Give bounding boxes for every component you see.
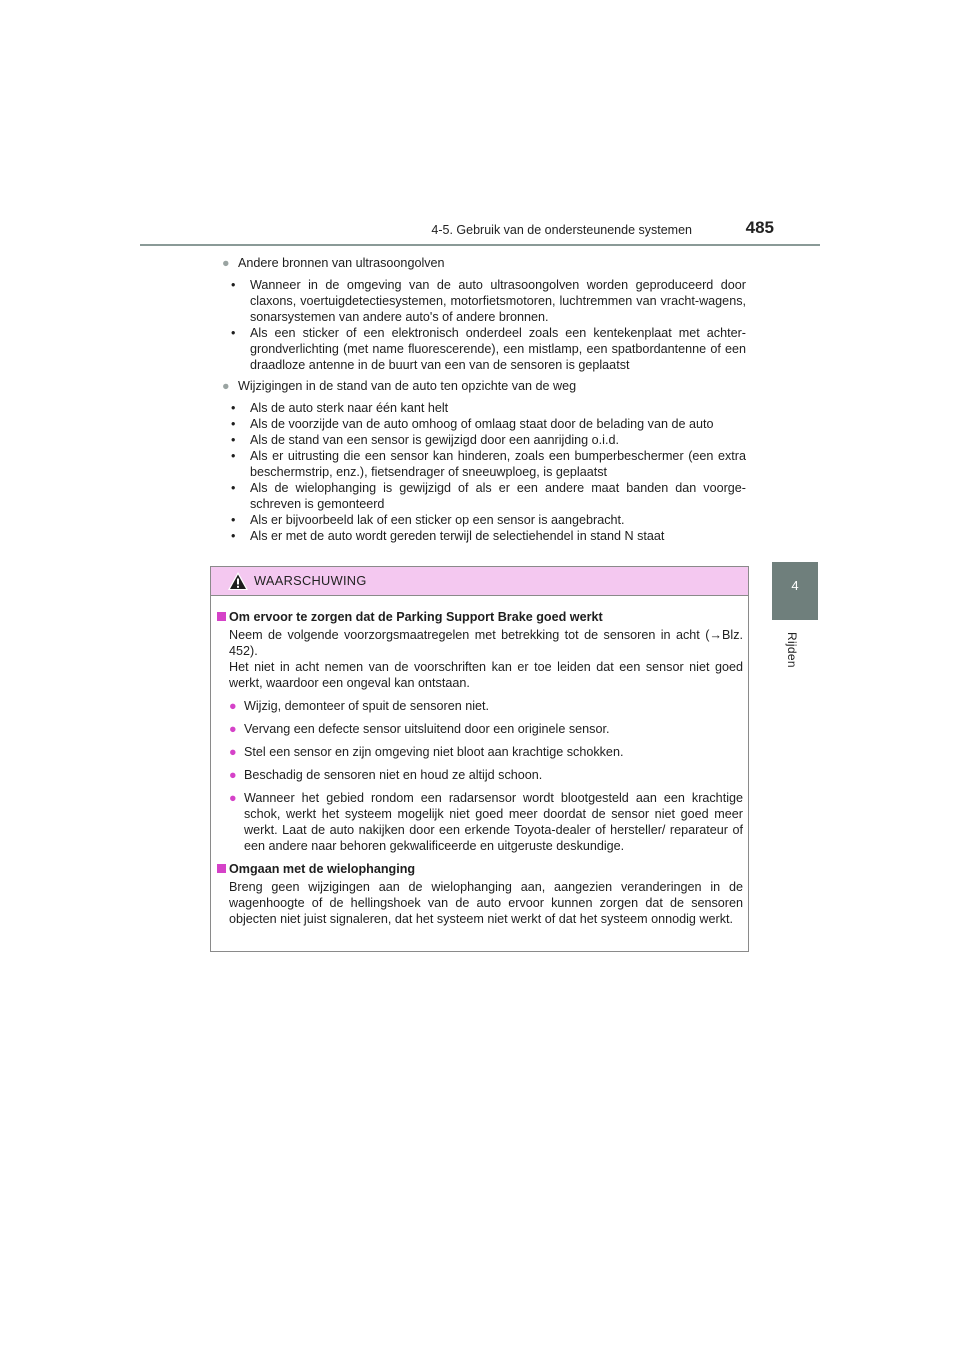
section-list <box>222 400 746 544</box>
list-item <box>222 432 746 448</box>
warning-bullet <box>217 744 743 760</box>
header-divider <box>140 244 820 246</box>
square-bullet-icon <box>217 864 226 873</box>
bullet-dot-icon: • <box>231 513 236 527</box>
list-item-text: Als een sticker of een elektronisch onderdeel zoals een kentekenplaat met achter-grondverlichting (met name fluorescerende), een mistlamp, een spatbordantenne of een draadloze antenne in de buurt van een van de sensoren is geplaatst <box>250 326 746 372</box>
warning-triangle-icon <box>227 571 249 591</box>
list-item <box>222 277 746 325</box>
main-content <box>222 255 746 549</box>
warning-bullet-text: Vervang een defecte sensor uitsluitend door een originele sensor. <box>244 722 610 736</box>
list-item-text: Als er uitrusting die een sensor kan hinderen, zoals een bumperbeschermer (een extra beschermstrip, enz.), fietsendrager of sneeuwploeg, is geplaatst <box>250 449 746 479</box>
list-item-text: Als de wielophanging is gewijzigd of als er een andere maat banden dan voorge-schreven is gemonteerd <box>250 481 746 511</box>
bullet-dot-icon: • <box>231 326 236 340</box>
list-item <box>222 400 746 416</box>
section-heading-text: Wijzigingen in de stand van de auto ten opzichte van de weg <box>238 379 577 393</box>
warning-bullet <box>217 767 743 783</box>
warning-bullet <box>217 698 743 714</box>
list-item <box>222 448 746 480</box>
bullet-circle-icon: ● <box>229 722 237 736</box>
bullet-circle-icon: ● <box>229 699 237 713</box>
list-item <box>222 480 746 512</box>
list-item-text: Wanneer in de omgeving van de auto ultrasoongolven worden geproduceerd door claxons, voertuigdetectiesystemen, motorfietsmotoren, luchtremmen van vracht-wagens, sonarsystemen van andere auto's of andere bronnen. <box>250 278 746 324</box>
bullet-dot-icon: • <box>231 529 236 543</box>
bullet-dot-icon: • <box>231 481 236 495</box>
section-heading-text: Andere bronnen van ultrasoongolven <box>238 256 445 270</box>
list-item-text: Als de voorzijde van de auto omhoog of omlaag staat door de belading van de auto <box>250 417 714 431</box>
warning-body <box>217 609 743 934</box>
page-number: 485 <box>745 218 774 237</box>
section-heading <box>222 255 746 271</box>
warning-bullet <box>217 721 743 737</box>
chapter-number: 4 <box>791 578 799 593</box>
warning-subheading <box>217 861 743 877</box>
warning-bullet-text: Wanneer het gebied rondom een radarsensor wordt blootgesteld aan een krachtige schok, werkt het systeem mogelijk niet goed meer doordat de sensor niet goed meer werkt. Laat de auto nakijken door een erkende Toyota-dealer of hersteller/ reparateur of een andere naar behoren gekwalificeerde en uitgeruste deskundige. <box>244 791 743 853</box>
warning-subheading <box>217 609 743 625</box>
section-title: 4-5. Gebruik van de ondersteunende systemen <box>431 223 692 237</box>
bullet-dot-icon: • <box>231 278 236 292</box>
list-item <box>222 528 746 544</box>
list-item-text: Als de stand van een sensor is gewijzigd door een aanrijding o.i.d. <box>250 433 619 447</box>
warning-title: WAARSCHUWING <box>254 573 367 588</box>
chapter-label: Rijden <box>785 632 799 668</box>
warning-bullet <box>217 790 743 854</box>
warning-header <box>211 567 748 596</box>
warning-paragraph: Breng geen wijzigingen aan de wielophanging aan, aangezien veranderingen in de wagenhoogte of de hellingshoek van de auto ervoor kunnen zorgen dat de sensoren objecten niet juist signaleren, dat het systeem niet werkt of dat het systeem onnodig werkt. <box>229 880 743 926</box>
bullet-circle-icon: ● <box>229 768 237 782</box>
chapter-tab <box>772 562 818 620</box>
warning-paragraph: Neem de volgende voorzorgsmaatregelen met betrekking tot de sensoren in acht (→Blz. 452). Het niet in acht nemen van de voorschriften kan er toe leiden dat een sensor niet goed werkt, waardoor een ongeval kan ontstaan. <box>229 628 743 690</box>
warning-box <box>210 566 749 952</box>
list-item <box>222 512 746 528</box>
warning-bullet-text: Beschadig de sensoren niet en houd ze altijd schoon. <box>244 768 543 782</box>
section-heading <box>222 378 746 394</box>
section-list <box>222 277 746 373</box>
square-bullet-icon <box>217 612 226 621</box>
bullet-dot-icon: • <box>231 449 236 463</box>
list-item <box>222 416 746 432</box>
warning-subheading-text: Om ervoor te zorgen dat de Parking Support Brake goed werkt <box>229 610 603 624</box>
bullet-dot-icon: • <box>231 433 236 447</box>
warning-bullet-text: Wijzig, demonteer of spuit de sensoren niet. <box>244 699 490 713</box>
warning-bullet-text: Stel een sensor en zijn omgeving niet bloot aan krachtige schokken. <box>244 745 624 759</box>
bullet-circle-icon: ● <box>222 379 230 393</box>
bullet-circle-icon: ● <box>229 745 237 759</box>
list-item-text: Als de auto sterk naar één kant helt <box>250 401 449 415</box>
list-item-text: Als er met de auto wordt gereden terwijl de selectiehendel in stand N staat <box>250 529 665 543</box>
list-item-text: Als er bijvoorbeeld lak of een sticker op een sensor is aangebracht. <box>250 513 625 527</box>
list-item <box>222 325 746 373</box>
bullet-dot-icon: • <box>231 401 236 415</box>
bullet-circle-icon: ● <box>229 791 237 805</box>
bullet-circle-icon: ● <box>222 256 230 270</box>
warning-subheading-text: Omgaan met de wielophanging <box>229 862 416 876</box>
bullet-dot-icon: • <box>231 417 236 431</box>
page-header <box>140 218 820 246</box>
